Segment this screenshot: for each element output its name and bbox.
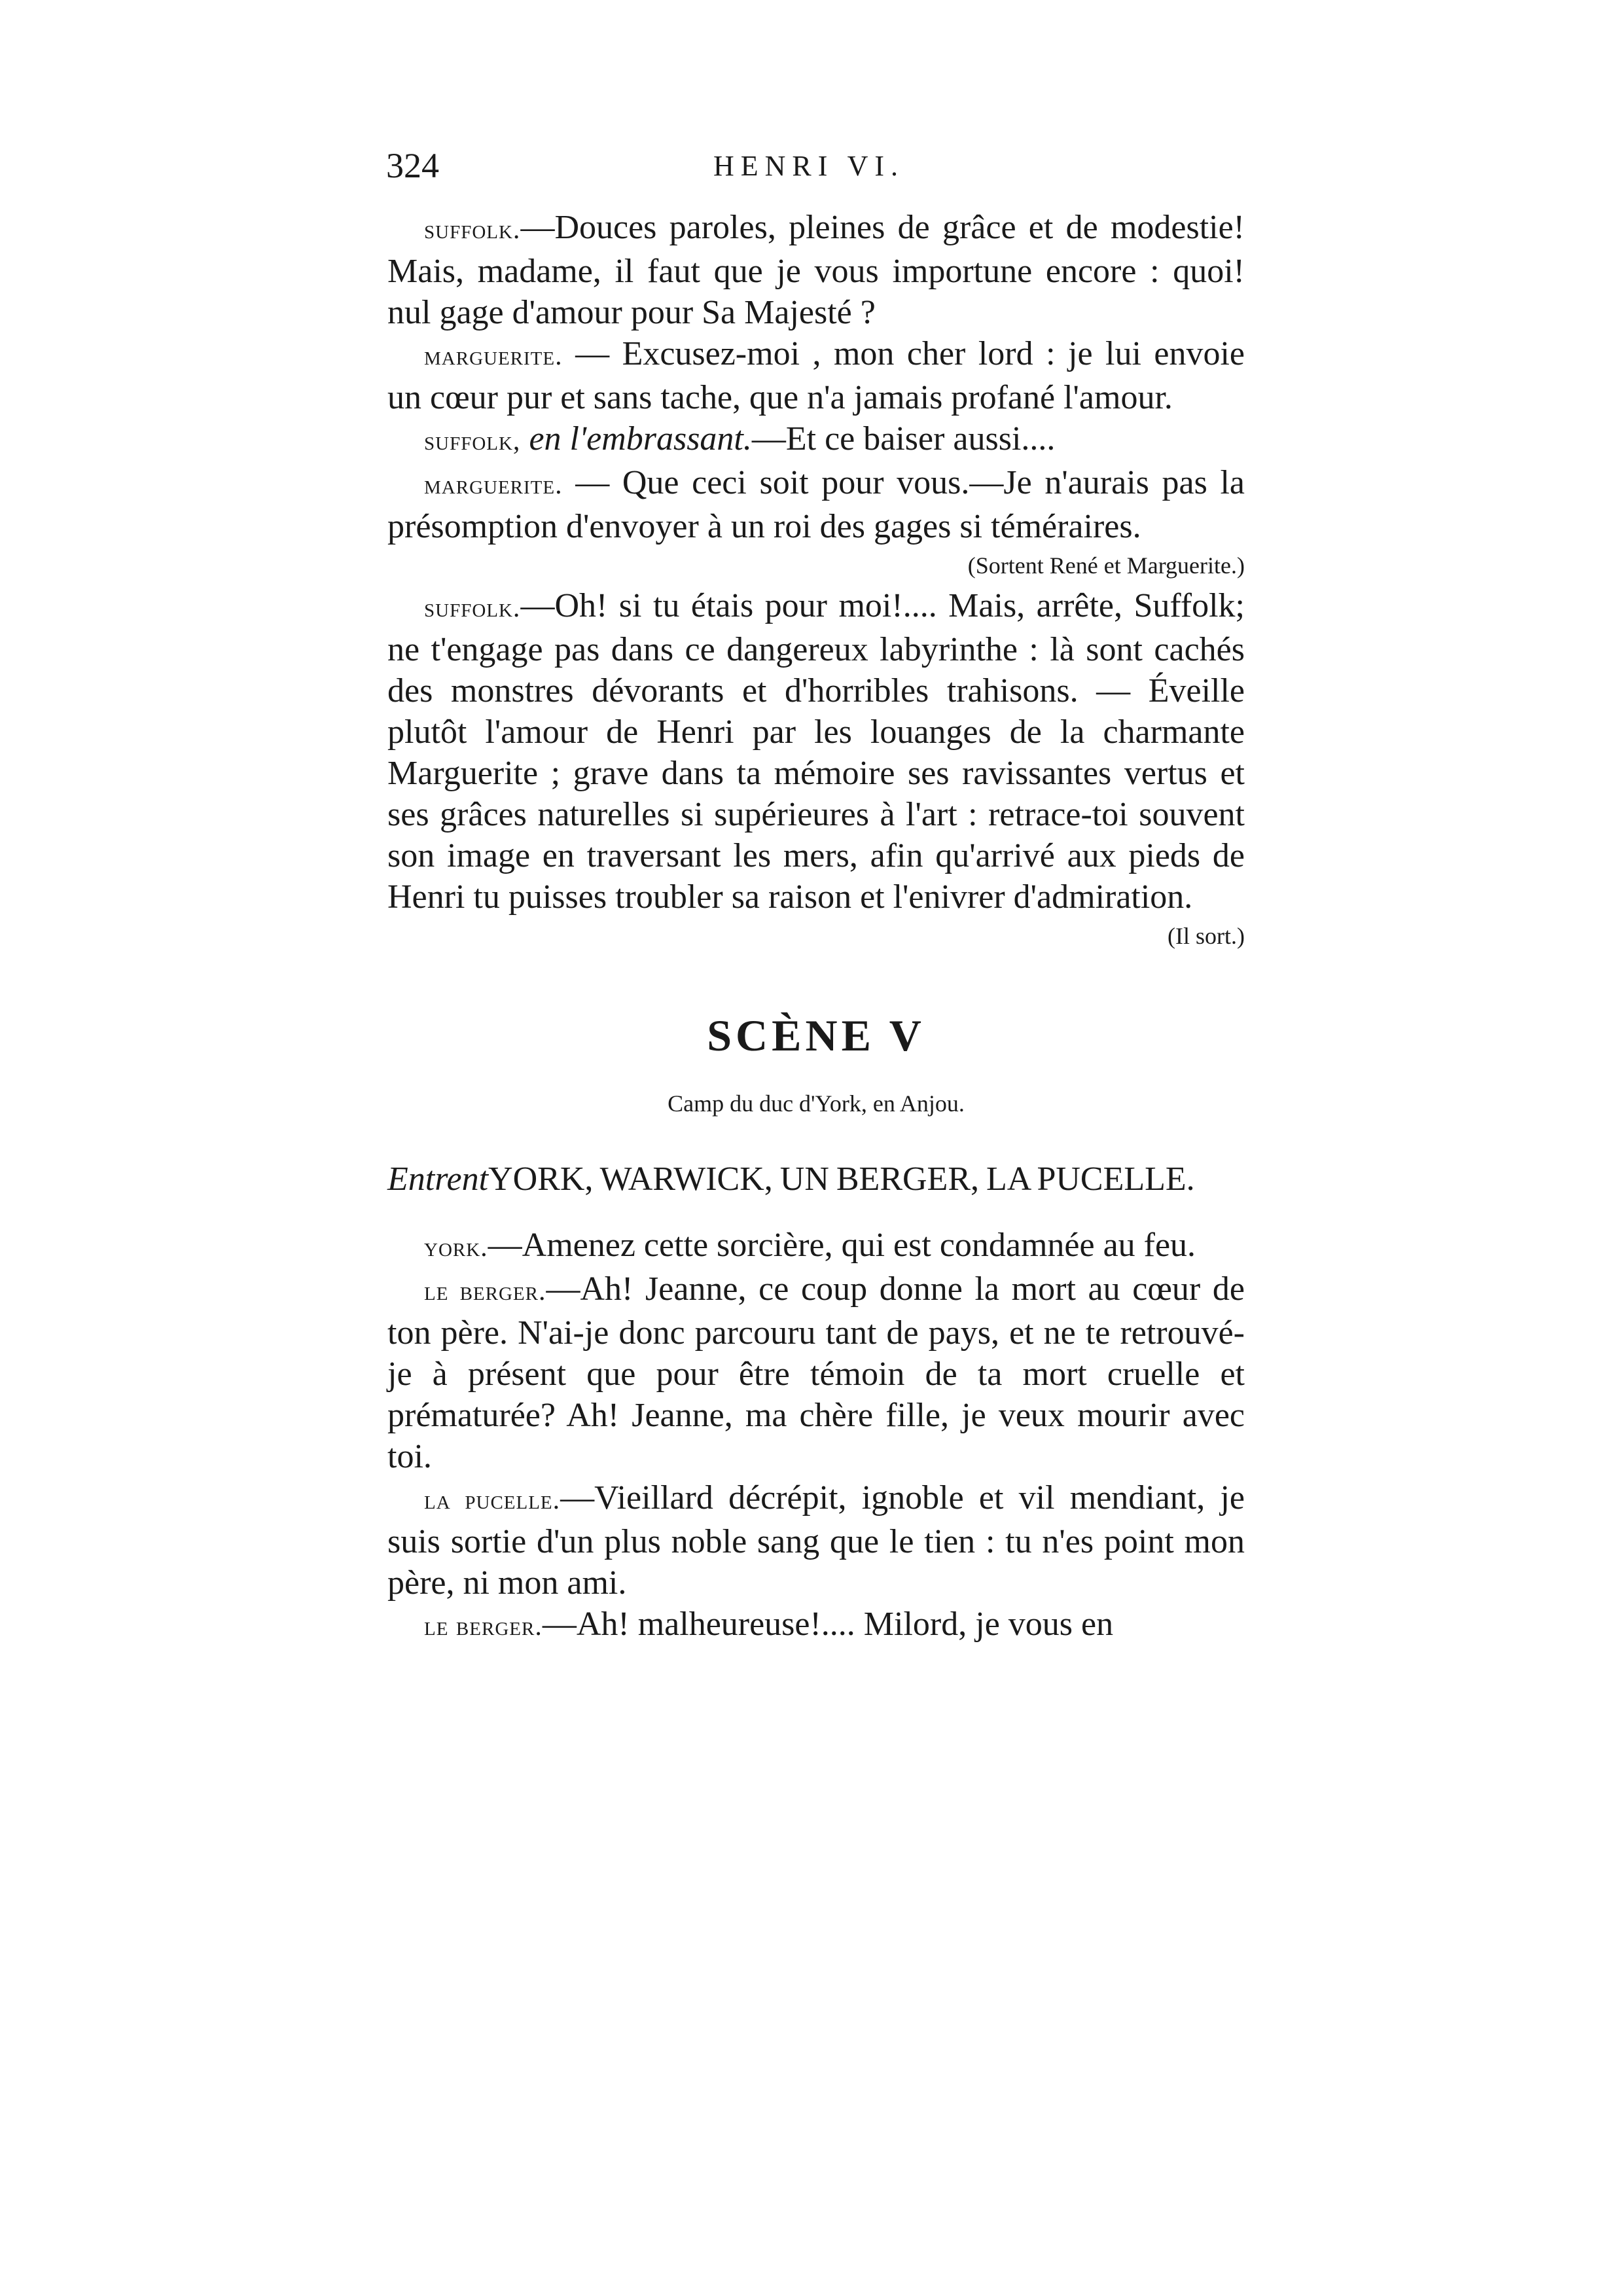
speech-berger-1 [387,1268,1245,1477]
entrance-word: Entrent [387,1160,489,1198]
stage-direction-exit: (Il sort.) [1168,923,1245,949]
speech-text: —Vieillard décrépit, ignoble et vil mendiant, je suis sortie d'un plus noble sang que le tien : tu n'es point mon père, ni mon ami. [387,1479,1245,1602]
entrance-names: YORK, WARWICK, UN BERGER, LA PUCELLE. [488,1160,1195,1198]
speech-text: —Oh! si tu étais pour moi!.... Mais, arrête, Suffolk; ne t'engage pas dans ce dangereux labyrinthe : là sont cachés des monstres dévorants et d'horribles trahisons. — Éveille plutôt l'amour de Henri par les louanges de la charmante Marguerite ; grave dans ta mémoire ses ravissantes vertus et ses grâces naturelles si supérieures à l'art : retrace-toi souvent son image en traversant les mers, afin qu'arrivé aux pieds de Henri tu puisses troubler sa raison et l'enivrer d'admiration. [387,587,1245,916]
speech-marguerite-1 [387,333,1245,418]
speech-suffolk-1 [387,207,1245,333]
speech-text: — Excusez-moi , mon cher lord : je lui envoie un cœur pur et sans tache, que n'a jamais profané l'amour. [387,335,1245,416]
speaker-name: suffolk. [424,593,521,623]
speech-text: —Amenez cette sorcière, qui est condamnée au feu. [488,1227,1196,1264]
speech-text: —Et ce baiser aussi.... [751,420,1056,457]
speech-suffolk-3 [387,585,1245,918]
speech-text: — Que ceci soit pour vous.—Je n'aurais pas la présomption d'envoyer à un roi des gages si téméraires. [387,464,1245,545]
speaker-name: marguerite. [424,341,563,371]
speech-text: —Ah! Jeanne, ce coup donne la mort au cœur de ton père. N'ai-je donc parcouru tant de pays, et ne te retrouvé-je à présent que pour être témoin de ta mort cruelle et prématurée? Ah! Jeanne, ma chère fille, je veux mourir avec toi. [387,1270,1245,1475]
speech-text: —Ah! malheureuse!.... Milord, je vous en [542,1605,1114,1643]
scene-title: SCÈNE V [707,1011,925,1060]
page-number: 324 [386,146,439,185]
speaker-name: marguerite. [424,470,563,500]
speaker-name: york. [424,1232,488,1263]
speaker-name: le berger. [424,1611,543,1641]
speech-york-1 [387,1225,1245,1268]
stage-direction-inline: en l'embrassant. [520,420,752,457]
running-title: HENRI VI. [713,150,905,182]
text-column [387,207,1245,1647]
speaker-name: suffolk. [424,215,521,245]
scene-setting: Camp du duc d'York, en Anjou. [668,1090,965,1117]
speaker-name: le berger. [424,1276,546,1306]
speech-suffolk-2 [387,418,1245,462]
speaker-name: suffolk, [424,426,521,456]
entrance-line [387,1158,1245,1200]
speaker-name: la pucelle. [424,1485,561,1515]
stage-direction-exit: (Sortent René et Marguerite.) [967,552,1245,579]
speech-berger-2 [387,1604,1245,1647]
speech-pucelle-1 [387,1477,1245,1604]
speech-text: —Douces paroles, pleines de grâce et de modestie! Mais, madame, il faut que je vous importune encore : quoi! nul gage d'amour pour Sa Majesté ? [387,209,1245,331]
speech-marguerite-2 [387,462,1245,547]
